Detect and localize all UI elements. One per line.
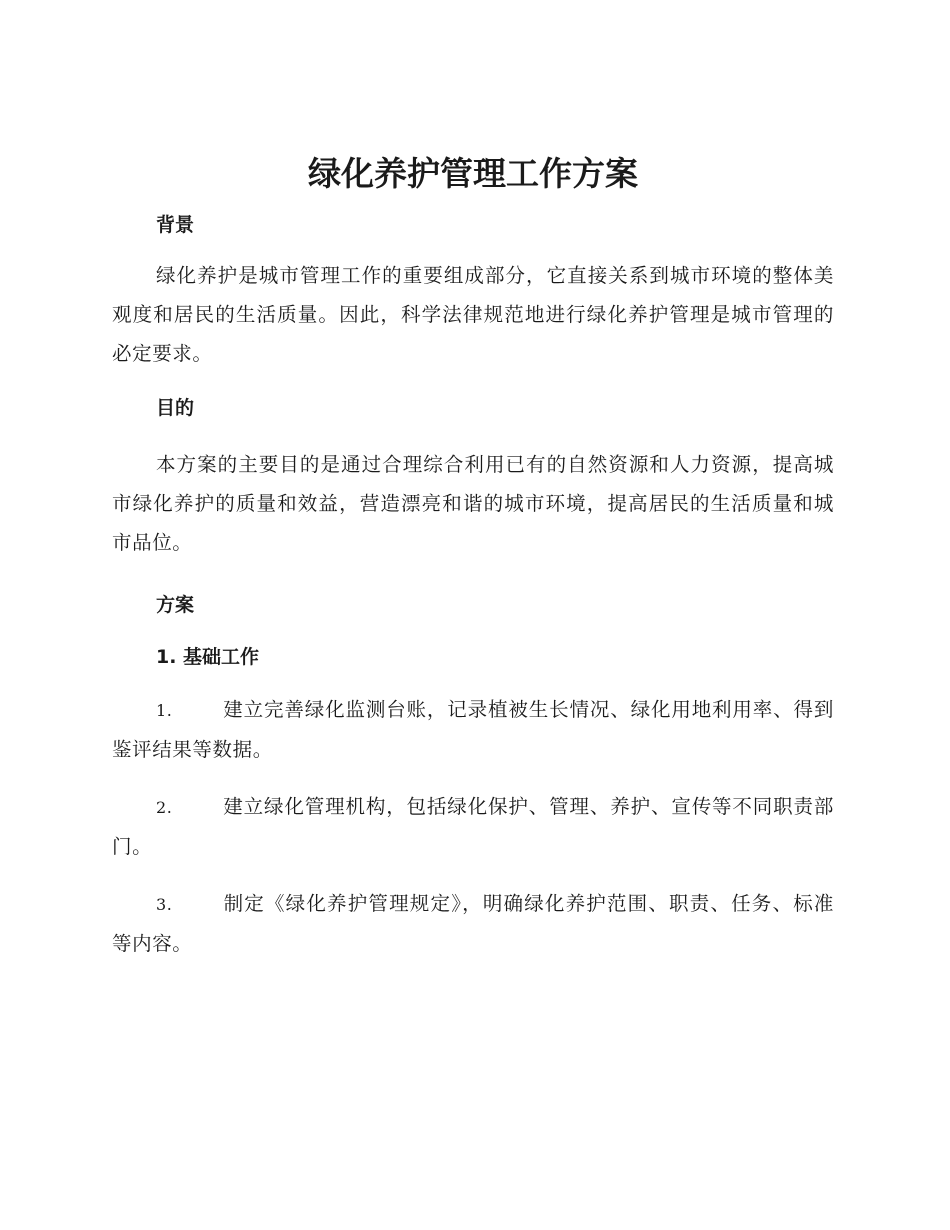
list-item-number: 1. [156, 701, 173, 720]
document-content [112, 150, 834, 963]
section-heading-purpose: 目的 [156, 397, 195, 419]
list-item-text: 制定《绿化养护管理规定》，明确绿化养护范围、职责、任务、标准等内容。 [112, 892, 834, 955]
list-item [112, 884, 834, 963]
subsection-heading-basic-work: 1. 基础工作 [156, 646, 260, 668]
section-paragraph-purpose: 本方案的主要目的是通过合理综合利用已有的自然资源和人力资源，提高城市绿化养护的质量和效益，营造漂亮和谐的城市环境，提高居民的生活质量和城市品位。 [112, 453, 834, 554]
list-item [112, 690, 834, 769]
list-item-text: 建立完善绿化监测台账，记录植被生长情况、绿化用地利用率、得到鉴评结果等数据。 [112, 698, 834, 761]
section-heading-plan: 方案 [156, 594, 195, 616]
list-item-text: 建立绿化管理机构，包括绿化保护、管理、养护、宣传等不同职责部门。 [112, 795, 834, 858]
list-item [112, 787, 834, 866]
section-paragraph-background: 绿化养护是城市管理工作的重要组成部分，它直接关系到城市环境的整体美观度和居民的生活质量。因此，科学法律规范地进行绿化养护管理是城市管理的必定要求。 [112, 264, 834, 365]
document-title: 绿化养护管理工作方案 [308, 154, 638, 193]
list-item-number: 3. [156, 895, 173, 914]
section-heading-background: 背景 [156, 214, 195, 236]
list-item-number: 2. [156, 798, 173, 817]
